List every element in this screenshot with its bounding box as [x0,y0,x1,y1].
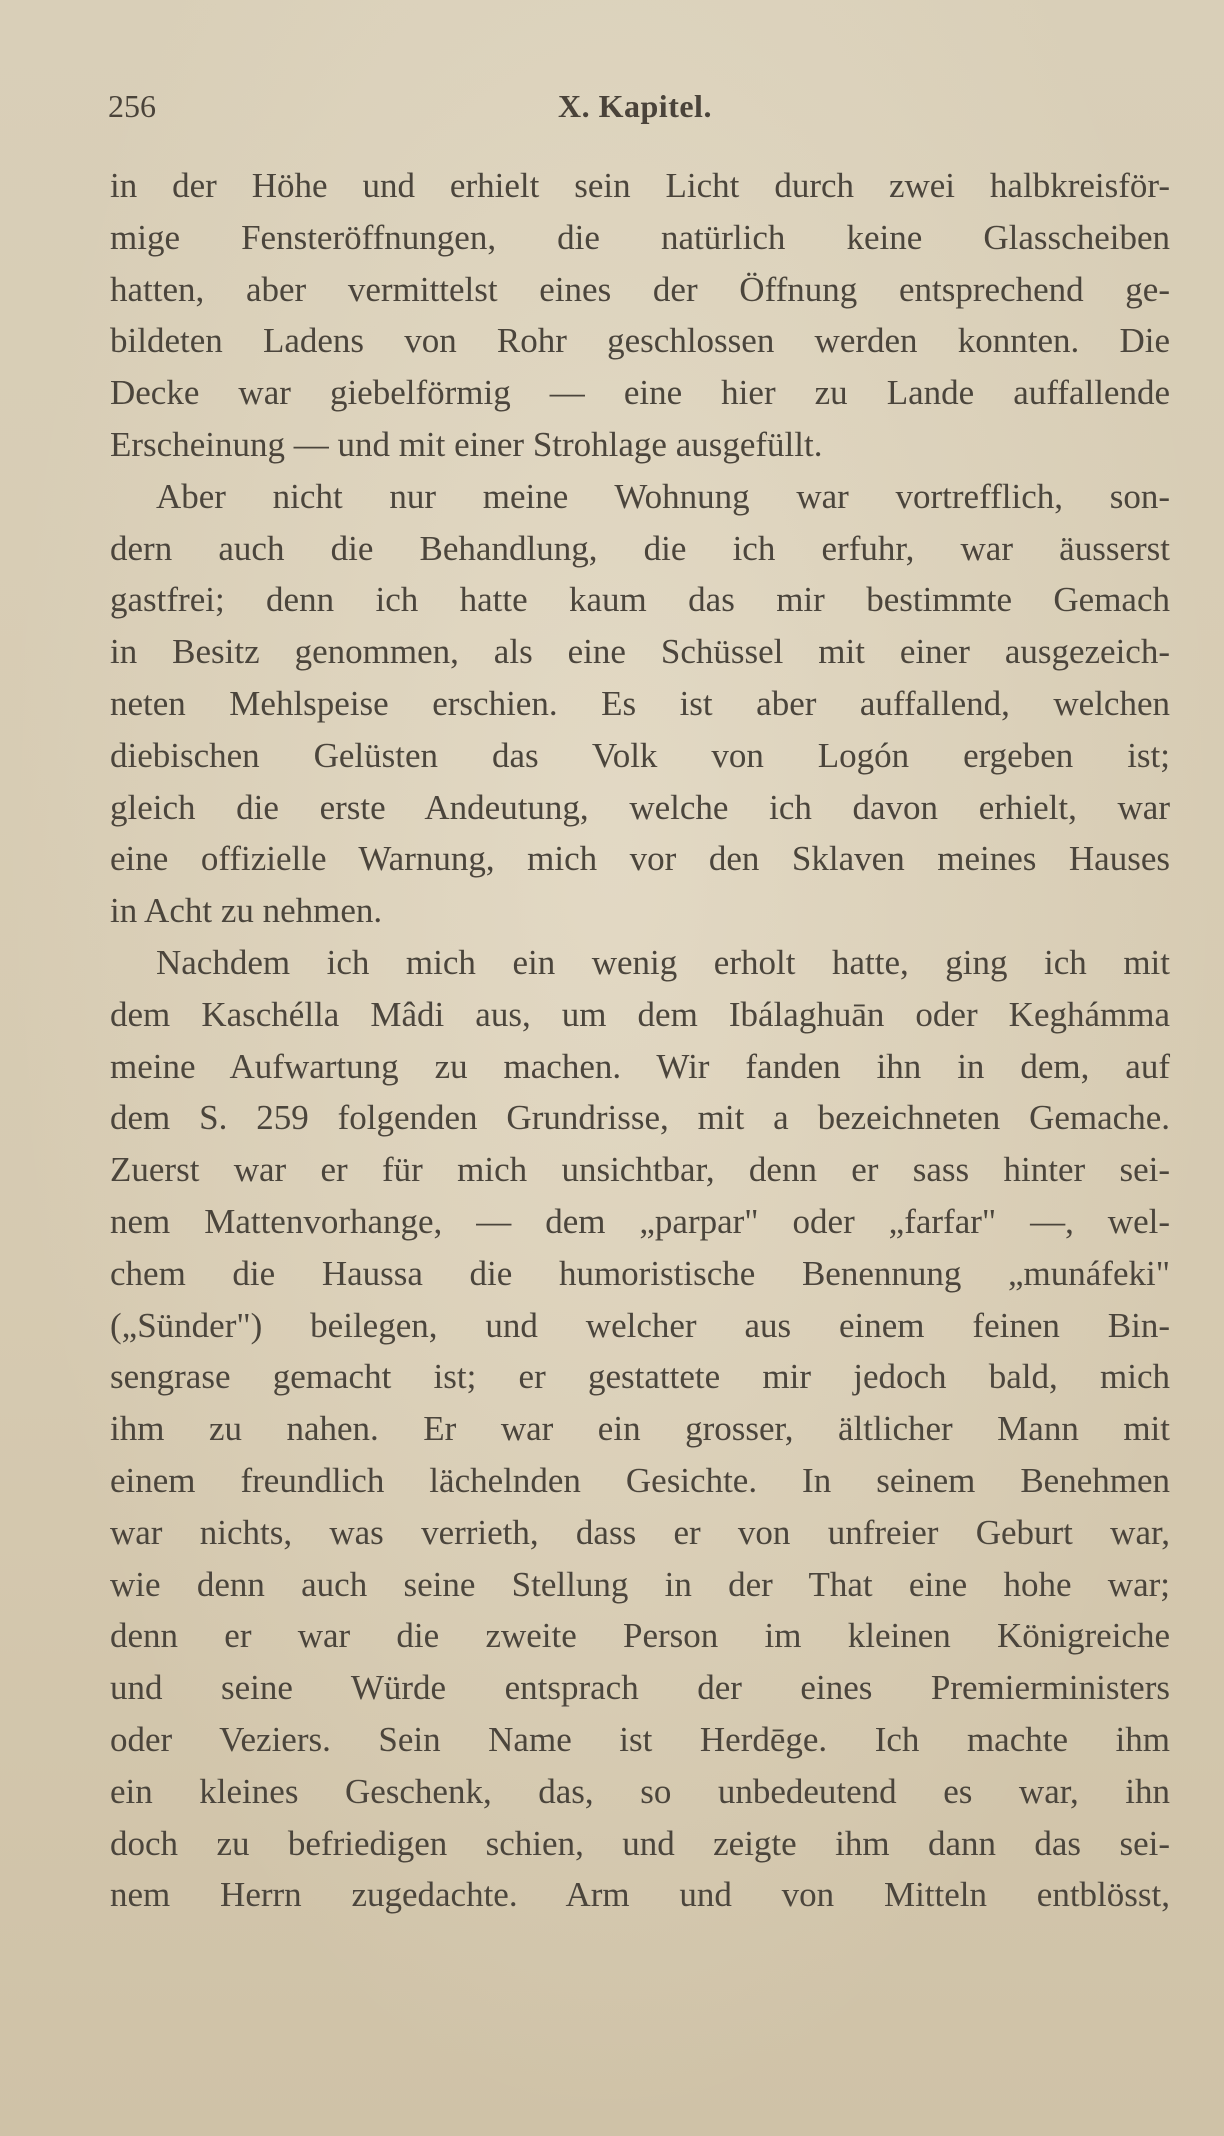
text-line: gastfrei; denn ich hatte kaum das mir bestimmte Gemach [110,580,1170,620]
text-line: neten Mehlspeise erschien. Es ist aber auffallend, welchen [110,683,1170,723]
page-number: 256 [108,88,156,124]
text-line: in Besitz genommen, als eine Schüssel mit einer ausgezeich- [110,632,1170,672]
text-line: einem freundlich lächelnden Gesichte. In seinem Benehmen [110,1460,1170,1500]
text-line: oder Veziers. Sein Name ist Herdēge. Ich machte ihm [110,1719,1170,1759]
text-line: Erscheinung — und mit einer Strohlage ausgefüllt. [110,424,823,464]
text-line: in Acht zu nehmen. [110,891,383,931]
text-line: nem Mattenvorhange, — dem „parpar" oder „farfar" —, wel- [110,1201,1170,1241]
text-line: ihm zu nahen. Er war ein grosser, ältlicher Mann mit [110,1409,1170,1449]
text-line: nem Herrn zugedachte. Arm und von Mitteln entblösst, [110,1875,1170,1915]
text-line: Aber nicht nur meine Wohnung war vortrefflich, son- [156,476,1170,516]
text-line: dem Kaschélla Mâdi aus, um dem Ibálaghuān oder Keghámma [110,994,1170,1034]
text-line: wie denn auch seine Stellung in der That eine hohe war; [110,1564,1170,1604]
text-line: eine offizielle Warnung, mich vor den Sklaven meines Hauses [110,839,1170,879]
text-line: Nachdem ich mich ein wenig erholt hatte, ging ich mit [156,942,1170,982]
page-header [108,88,1168,128]
text-line: („Sünder") beilegen, und welcher aus einem feinen Bin- [110,1305,1170,1345]
text-line: diebischen Gelüsten das Volk von Logón ergeben ist; [110,735,1170,775]
text-line: in der Höhe und erhielt sein Licht durch zwei halbkreisför- [110,166,1170,205]
text-line: Zuerst war er für mich unsichtbar, denn er sass hinter sei- [110,1150,1170,1190]
body-text [110,160,1170,1921]
text-line: bildeten Ladens von Rohr geschlossen werden konnten. Die [110,321,1170,361]
text-line: denn er war die zweite Person im kleinen Königreiche [110,1616,1170,1656]
text-line: hatten, aber vermittelst eines der Öffnung entsprechend ge- [110,269,1170,309]
text-line: sengrase gemacht ist; er gestattete mir jedoch bald, mich [110,1357,1170,1397]
text-line: chem die Haussa die humoristische Benennung „munáfeki" [110,1253,1170,1293]
text-line: war nichts, was verrieth, dass er von unfreier Geburt war, [110,1512,1170,1552]
text-line: und seine Würde entsprach der eines Premierministers [110,1668,1170,1708]
text-line: mige Fensteröffnungen, die natürlich keine Glasscheiben [110,217,1170,257]
text-line: Decke war giebelförmig — eine hier zu Lande auffallende [110,373,1170,413]
text-line: gleich die erste Andeutung, welche ich davon erhielt, war [110,787,1170,827]
text-line: dern auch die Behandlung, die ich erfuhr, war äusserst [110,528,1170,568]
text-line: meine Aufwartung zu machen. Wir fanden ihn in dem, auf [110,1046,1170,1086]
running-head: X. Kapitel. [558,88,712,124]
text-line: dem S. 259 folgenden Grundrisse, mit a bezeichneten Gemache. [110,1098,1170,1138]
text-line: doch zu befriedigen schien, und zeigte ihm dann das sei- [110,1823,1170,1863]
text-line: ein kleines Geschenk, das, so unbedeutend es war, ihn [110,1771,1170,1811]
